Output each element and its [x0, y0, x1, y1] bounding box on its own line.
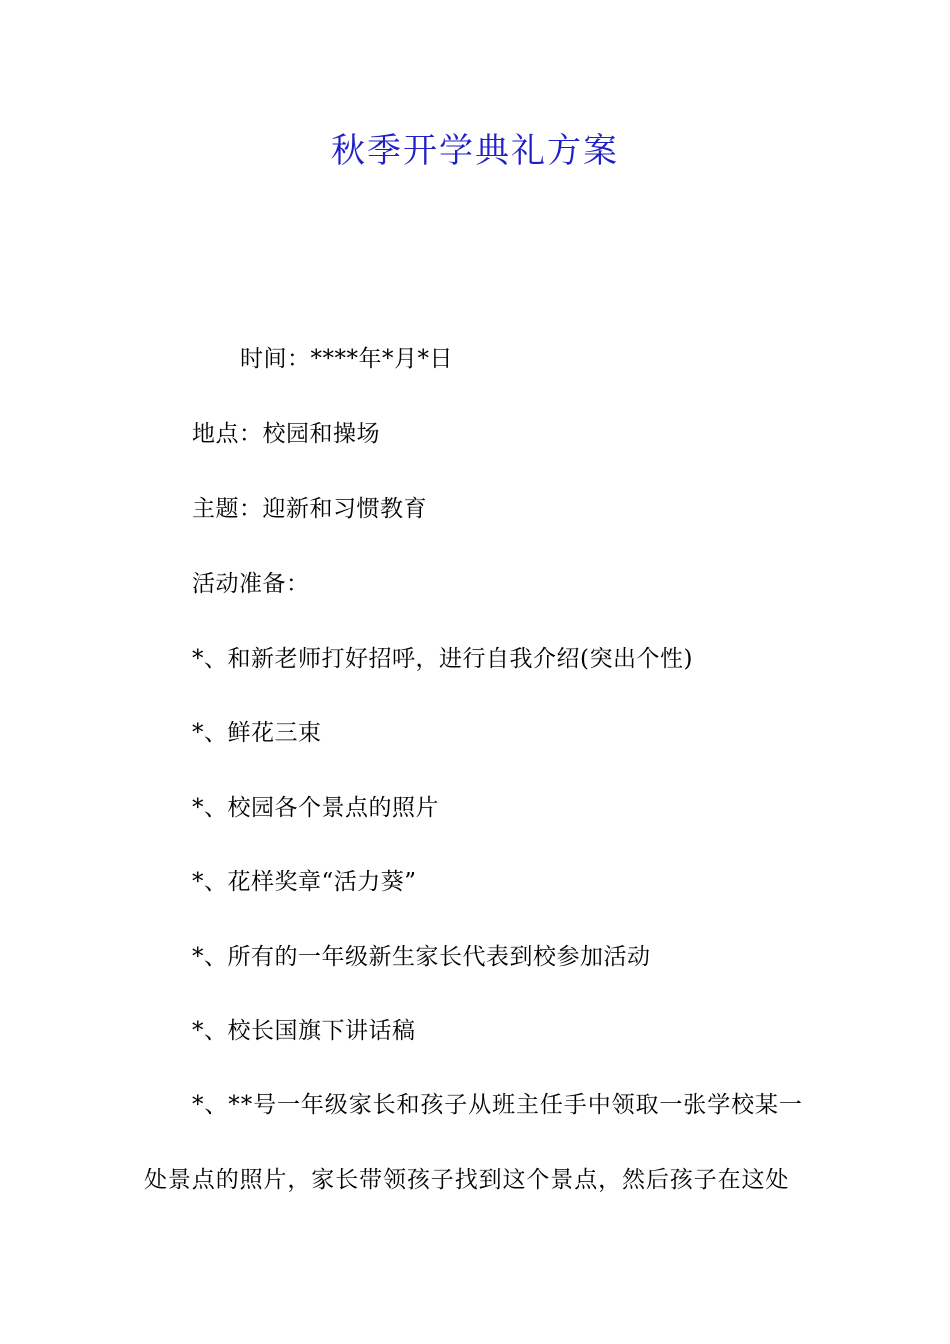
paragraph-line: 处景点的照片，家长带领孩子找到这个景点，然后孩子在这处 [144, 1167, 790, 1193]
paragraph-line: *、**号一年级家长和孩子从班主任手中领取一张学校某一 [192, 1092, 803, 1118]
theme-line: 主题：迎新和习惯教育 [192, 496, 427, 522]
preparation-item: *、校长国旗下讲话稿 [192, 1018, 416, 1044]
preparation-item: *、和新老师打好招呼，进行自我介绍(突出个性) [192, 646, 693, 672]
preparation-item: *、所有的一年级新生家长代表到校参加活动 [192, 944, 651, 970]
place-line: 地点：校园和操场 [192, 421, 380, 447]
time-line: 时间：****年*月*日 [240, 346, 453, 372]
preparation-item: *、鲜花三束 [192, 720, 322, 746]
preparation-heading: 活动准备： [192, 571, 310, 597]
document-title: 秋季开学典礼方案 [331, 131, 619, 171]
preparation-item: *、花样奖章“活力葵” [192, 869, 417, 895]
preparation-item: *、校园各个景点的照片 [192, 795, 439, 821]
